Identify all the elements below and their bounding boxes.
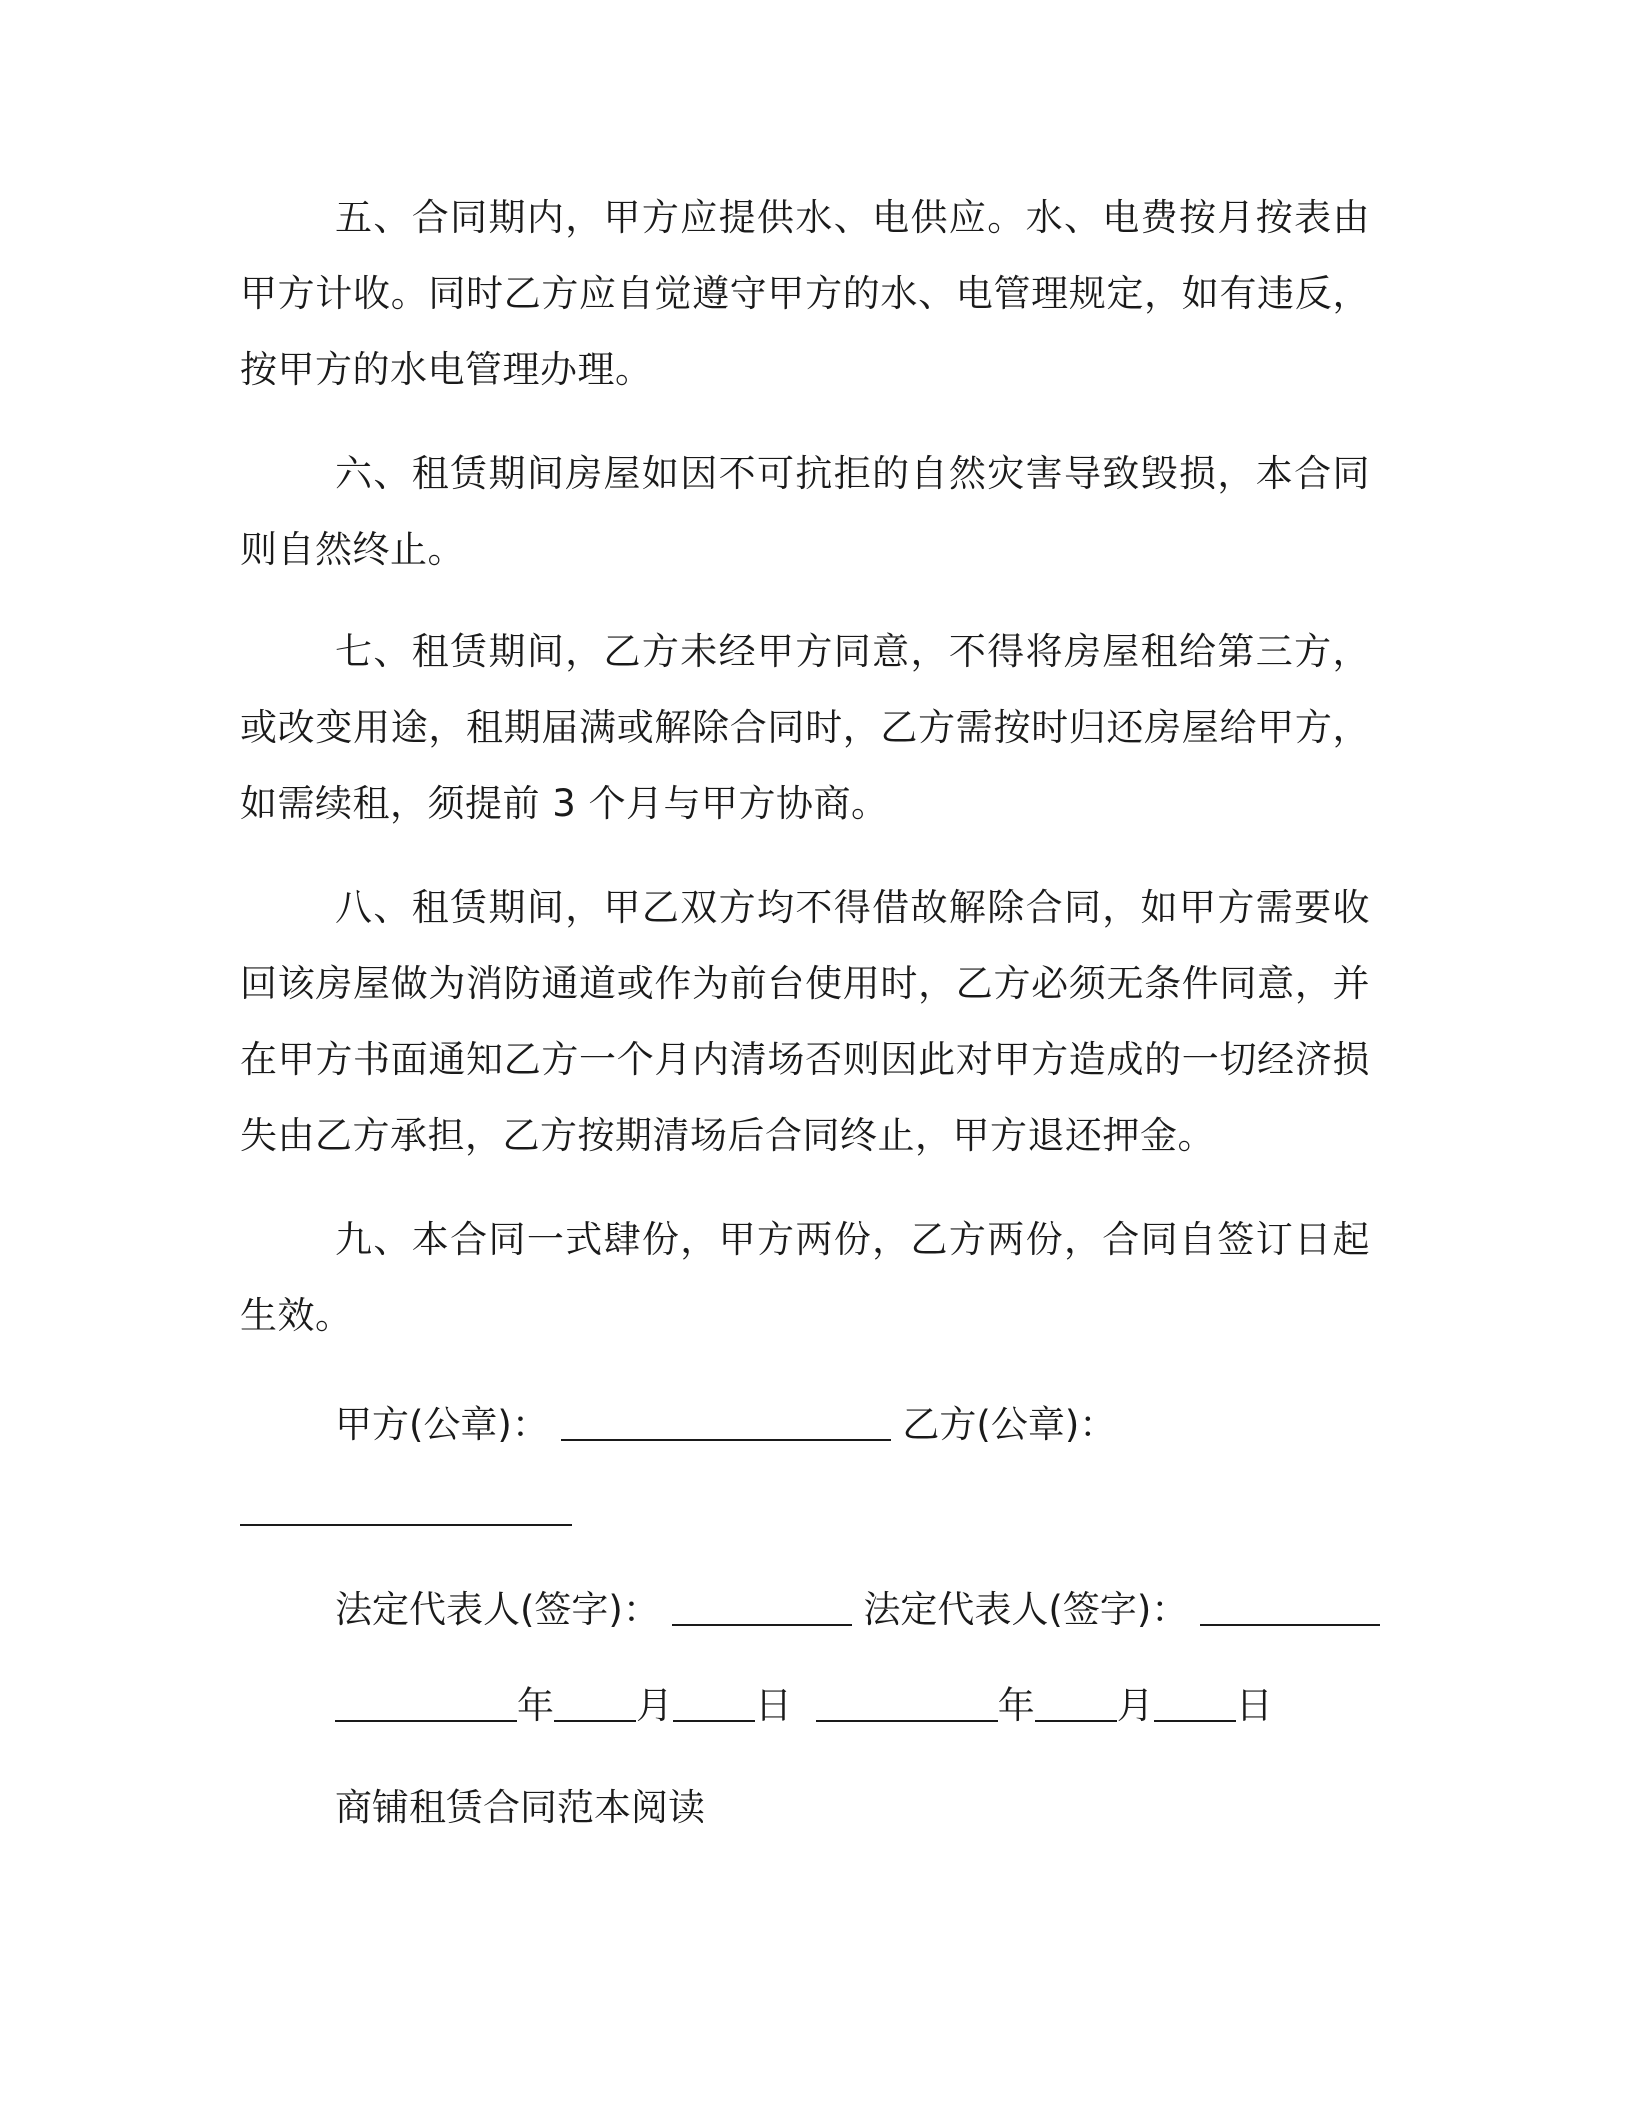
clause-6: 六、租赁期间房屋如因不可抗拒的自然灾害导致毁损，本合同则自然终止。: [240, 452, 1370, 571]
seal-continuation: [240, 1480, 572, 1540]
rep-b-label: 法定代表人(签字)：: [863, 1588, 1189, 1631]
year-a-label: 年: [517, 1684, 554, 1727]
day-b-label: 日: [1235, 1684, 1273, 1727]
party-a-seal-blank[interactable]: [561, 1401, 891, 1441]
footer-title: 商铺租赁合同范本阅读: [335, 1786, 705, 1829]
year-a-blank[interactable]: [335, 1682, 517, 1722]
rep-a-label: 法定代表人(签字)：: [335, 1588, 660, 1631]
date-line: [335, 1676, 1273, 1736]
clause-9: 九、本合同一式肆份，甲方两份，乙方两份，合同自签订日起生效。: [240, 1218, 1370, 1337]
month-a-label: 月: [636, 1684, 673, 1727]
representative-line: [335, 1580, 1380, 1640]
clause-8: 八、租赁期间，甲乙双方均不得借故解除合同，如甲方需要收回该房屋做为消防通道或作为前台使用时，乙方必须无条件同意，并在甲方书面通知乙方一个月内清场否则因此对甲方造成的一切经济损失由乙方承担，乙方按期清场后合同终止，甲方退还押金。: [240, 886, 1370, 1157]
day-b-blank[interactable]: [1154, 1682, 1236, 1722]
rep-a-blank[interactable]: [672, 1586, 852, 1626]
seal-line: [335, 1395, 1116, 1455]
clause-7: 七、租赁期间，乙方未经甲方同意，不得将房屋租给第三方，或改变用途，租期届满或解除合同时，乙方需按时归还房屋给甲方，如需续租，须提前 3 个月与甲方协商。: [240, 630, 1370, 825]
month-b-label: 月: [1116, 1684, 1154, 1727]
year-b-label: 年: [997, 1684, 1035, 1727]
day-a-label: 日: [755, 1684, 792, 1727]
month-b-blank[interactable]: [1035, 1682, 1117, 1722]
party-b-seal-label: 乙方(公章)：: [902, 1403, 1117, 1446]
year-b-blank[interactable]: [816, 1682, 998, 1722]
clause-5: 五、合同期内，甲方应提供水、电供应。水、电费按月按表由甲方计收。同时乙方应自觉遵守甲方的水、电管理规定，如有违反，按甲方的水电管理办理。: [240, 196, 1370, 391]
party-a-seal-label: 甲方(公章)：: [335, 1403, 549, 1446]
rep-b-blank[interactable]: [1200, 1586, 1380, 1626]
party-b-seal-blank[interactable]: [240, 1486, 572, 1526]
day-a-blank[interactable]: [673, 1682, 755, 1722]
month-a-blank[interactable]: [554, 1682, 636, 1722]
